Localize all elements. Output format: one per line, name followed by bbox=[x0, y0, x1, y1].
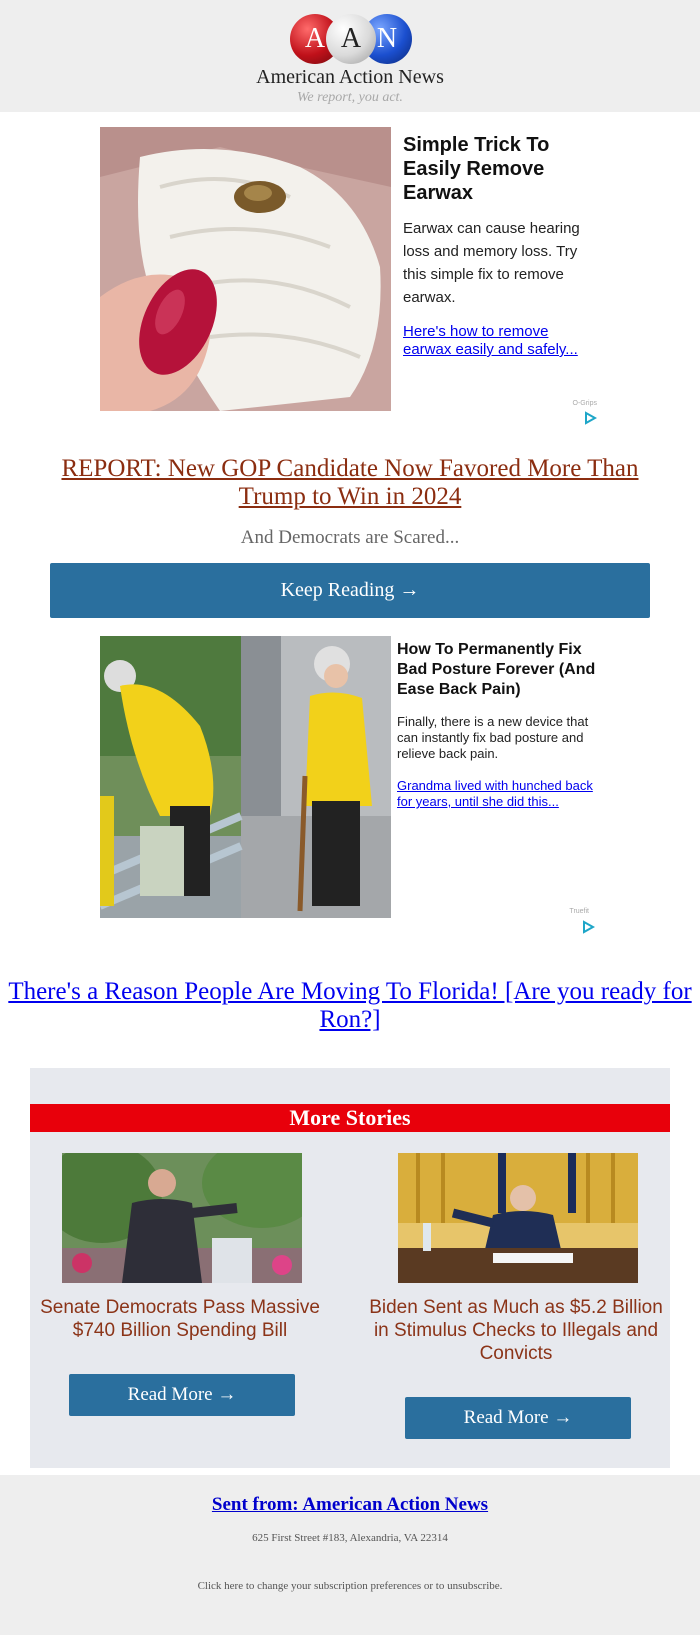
ad-title[interactable]: How To Permanently Fix Bad Posture Forever (And Ease Back Pain) bbox=[397, 641, 596, 698]
florida-story-link[interactable]: There's a Reason People Are Moving To Florida! [Are you ready for Ron?] bbox=[8, 978, 692, 1033]
ad-description: Earwax can cause hearing loss and memory loss. Try this simple fix to remove earwax. bbox=[403, 220, 580, 306]
more-stories-title: More Stories bbox=[30, 1104, 670, 1132]
ad-description: Finally, there is a new device that can instantly fix bad posture and relieve back pain. bbox=[397, 714, 589, 761]
more-stories-section bbox=[30, 1068, 670, 1468]
main-subhead: And Democrats are Scared... bbox=[240, 527, 460, 548]
ad-brand: Truefit bbox=[569, 908, 589, 915]
sponsored-ad-posture[interactable] bbox=[100, 636, 605, 926]
story-image-oval-office[interactable] bbox=[398, 1153, 638, 1283]
adchoices-icon[interactable] bbox=[581, 920, 595, 934]
adchoices-icon[interactable] bbox=[583, 411, 597, 425]
ad-image-posture[interactable] bbox=[100, 636, 391, 918]
story-title[interactable]: Biden Sent as Much as $5.2 Billion in Stimulus Checks to Illegals and Convicts bbox=[369, 1297, 663, 1364]
story-title[interactable]: Senate Democrats Pass Massive $740 Billion Spending Bill bbox=[40, 1297, 320, 1341]
header bbox=[0, 0, 700, 112]
sent-from-link[interactable]: Sent from: American Action News bbox=[211, 1494, 489, 1515]
ad-content bbox=[397, 640, 597, 810]
logo-ball-a-white: A bbox=[326, 14, 376, 64]
ad-link[interactable]: Grandma lived with hunched back for years, until she did this... bbox=[397, 778, 593, 809]
read-more-button[interactable]: Read More → bbox=[69, 1374, 295, 1416]
site-name: American Action News bbox=[256, 66, 444, 88]
main-headline-link[interactable]: REPORT: New GOP Candidate Now Favored More Than Trump to Win in 2024 bbox=[61, 455, 639, 510]
ad-image-tissue[interactable] bbox=[100, 127, 391, 411]
keep-reading-button[interactable]: Keep Reading → bbox=[50, 563, 650, 618]
ad-content bbox=[403, 133, 598, 359]
logo-ball-a: A bbox=[290, 14, 340, 64]
tagline: We report, you act. bbox=[297, 90, 403, 105]
ad-title[interactable]: Simple Trick To Easily Remove Earwax bbox=[403, 134, 550, 204]
footer bbox=[0, 1475, 700, 1635]
ad-brand: O-Grips bbox=[572, 400, 597, 407]
mailing-address: 625 First Street #183, Alexandria, VA 22314 bbox=[252, 1532, 448, 1544]
read-more-button[interactable]: Read More → bbox=[405, 1397, 631, 1439]
unsubscribe-link[interactable]: Click here to change your subscription preferences or to unsubscribe. bbox=[197, 1580, 503, 1592]
story-image-senate[interactable] bbox=[62, 1153, 302, 1283]
ad-link[interactable]: Here's how to remove earwax easily and safely... bbox=[403, 323, 578, 358]
logo-ball-n: N bbox=[362, 14, 412, 64]
site-logo[interactable] bbox=[290, 14, 412, 64]
sponsored-ad-earwax[interactable] bbox=[100, 127, 605, 427]
